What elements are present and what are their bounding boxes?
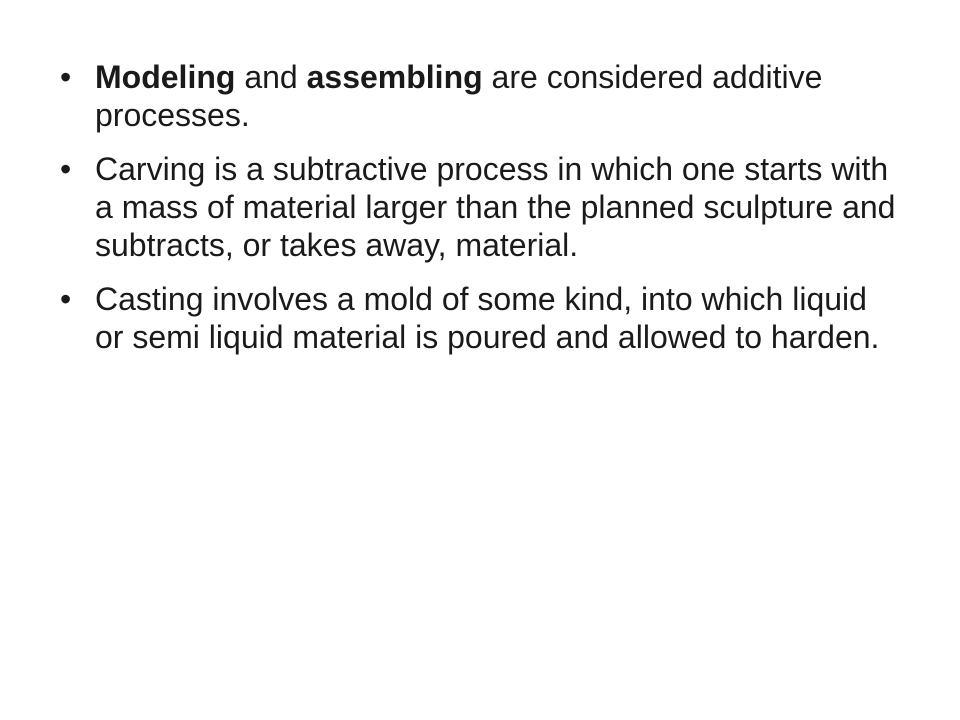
- bullet-list: [60, 58, 900, 372]
- bullet-text: Carving is a subtractive process in which one starts with a mass of material larger than the planned sculpture and subtracts, or takes away, material.: [95, 151, 896, 263]
- bullet-marker: •: [60, 281, 72, 317]
- bullet-text: Casting involves a mold of some kind, into which liquid or semi liquid material is poured and allowed to harden.: [95, 281, 880, 355]
- term-modeling: Modeling: [95, 59, 236, 95]
- bullet-item-additive: [60, 58, 900, 134]
- term-assembling: assembling: [306, 59, 483, 95]
- bullet-text: are considered additive processes.: [95, 59, 823, 133]
- bullet-text: and: [235, 59, 307, 95]
- bullet-marker: •: [60, 59, 72, 95]
- bullet-item-carving: [60, 150, 900, 264]
- bullet-marker: •: [60, 151, 72, 187]
- bullet-item-casting: [60, 280, 900, 356]
